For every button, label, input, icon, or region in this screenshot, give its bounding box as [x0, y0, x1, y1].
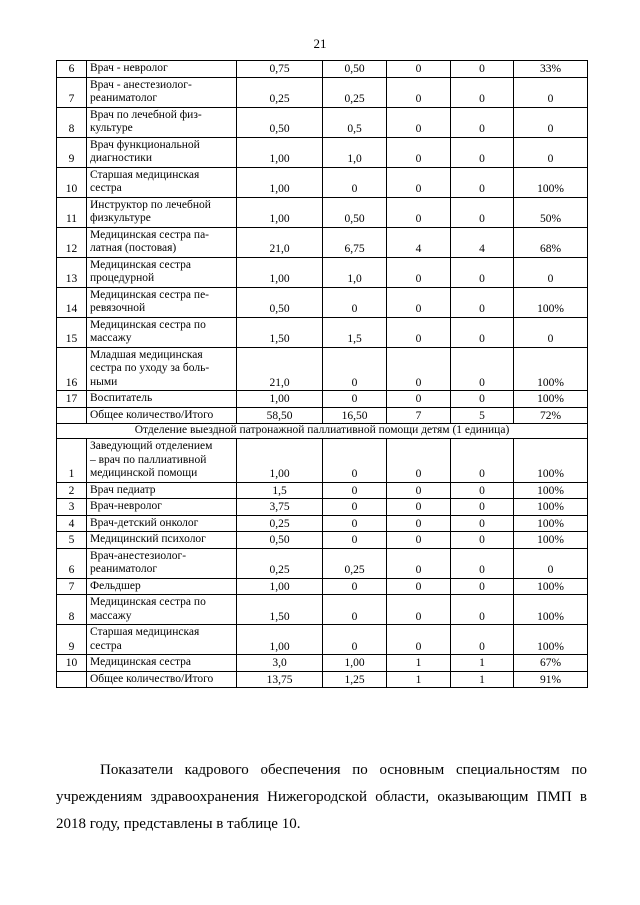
table-row [57, 287, 588, 317]
vacant-positions-cell: 0 [323, 532, 387, 549]
position-name-cell: Врач-детский онколог [87, 515, 237, 532]
staff-positions-cell: 1,50 [237, 595, 323, 625]
staffing-percent-cell: 67% [514, 655, 588, 672]
staffing-percent-cell: 0 [514, 137, 588, 167]
value-col4-cell: 0 [451, 499, 514, 516]
table-row [57, 227, 588, 257]
staffing-percent-cell: 0 [514, 317, 588, 347]
value-col4-cell: 0 [451, 578, 514, 595]
row-number-cell: 10 [57, 655, 87, 672]
vacant-positions-cell: 0 [323, 625, 387, 655]
value-col3-cell: 0 [387, 532, 451, 549]
staffing-percent-cell: 100% [514, 625, 588, 655]
staffing-percent-cell: 91% [514, 671, 588, 688]
row-number-cell: 6 [57, 61, 87, 78]
value-col3-cell: 0 [387, 439, 451, 483]
row-number-cell: 6 [57, 548, 87, 578]
staff-positions-cell: 0,25 [237, 548, 323, 578]
value-col4-cell: 0 [451, 532, 514, 549]
vacant-positions-cell: 0,25 [323, 77, 387, 107]
table-row [57, 482, 588, 499]
position-name-cell: Врач функциональной диагностики [87, 137, 237, 167]
body-paragraph: Показатели кадрового обеспечения по основным специальностям по учреждениям здравоохранения Нижегородской области, оказывающим ПМП в 2018 году, представлены в таблице 10. [56, 762, 587, 832]
staff-positions-cell: 3,0 [237, 655, 323, 672]
section-row [57, 424, 588, 439]
staffing-percent-cell: 33% [514, 61, 588, 78]
value-col3-cell: 4 [387, 227, 451, 257]
row-number-cell: 7 [57, 77, 87, 107]
value-col4-cell: 1 [451, 671, 514, 688]
row-number-cell: 4 [57, 515, 87, 532]
staff-positions-cell: 1,00 [237, 625, 323, 655]
staff-positions-cell: 0,50 [237, 287, 323, 317]
value-col3-cell: 1 [387, 671, 451, 688]
vacant-positions-cell: 0,25 [323, 548, 387, 578]
value-col4-cell: 5 [451, 407, 514, 424]
value-col3-cell: 0 [387, 548, 451, 578]
value-col4-cell: 0 [451, 287, 514, 317]
row-number-cell: 7 [57, 578, 87, 595]
value-col4-cell: 0 [451, 107, 514, 137]
staffing-percent-cell: 100% [514, 347, 588, 391]
vacant-positions-cell: 0 [323, 595, 387, 625]
vacant-positions-cell: 16,50 [323, 407, 387, 424]
vacant-positions-cell: 0 [323, 482, 387, 499]
table-row [57, 197, 588, 227]
vacant-positions-cell: 0 [323, 499, 387, 516]
row-number-cell: 15 [57, 317, 87, 347]
vacant-positions-cell: 0,50 [323, 197, 387, 227]
staffing-percent-cell: 100% [514, 287, 588, 317]
value-col3-cell: 0 [387, 625, 451, 655]
row-number-cell: 1 [57, 439, 87, 483]
table-row [57, 107, 588, 137]
value-col4-cell: 0 [451, 439, 514, 483]
staffing-percent-cell: 0 [514, 77, 588, 107]
position-name-cell: Медицинская сестра процедурной [87, 257, 237, 287]
row-number-cell: 14 [57, 287, 87, 317]
position-name-cell: Медицинская сестра по массажу [87, 595, 237, 625]
value-col3-cell: 0 [387, 595, 451, 625]
staffing-percent-cell: 50% [514, 197, 588, 227]
staffing-table [56, 60, 588, 688]
staff-positions-cell: 21,0 [237, 347, 323, 391]
position-name-cell: Врач - анестезиолог- реаниматолог [87, 77, 237, 107]
staff-positions-cell: 1,00 [237, 137, 323, 167]
position-name-cell: Фельдшер [87, 578, 237, 595]
row-number-cell: 9 [57, 625, 87, 655]
staff-positions-cell: 0,25 [237, 77, 323, 107]
staff-positions-cell: 0,75 [237, 61, 323, 78]
row-number-cell: 12 [57, 227, 87, 257]
value-col3-cell: 0 [387, 287, 451, 317]
value-col3-cell: 0 [387, 578, 451, 595]
value-col4-cell: 0 [451, 347, 514, 391]
value-col4-cell: 0 [451, 257, 514, 287]
value-col4-cell: 0 [451, 61, 514, 78]
row-number-cell: 8 [57, 107, 87, 137]
row-number-cell: 16 [57, 347, 87, 391]
value-col4-cell: 0 [451, 197, 514, 227]
table-row [57, 439, 588, 483]
value-col3-cell: 0 [387, 167, 451, 197]
vacant-positions-cell: 6,75 [323, 227, 387, 257]
staffing-percent-cell: 100% [514, 532, 588, 549]
table-row [57, 317, 588, 347]
vacant-positions-cell: 0 [323, 578, 387, 595]
row-number-cell: 9 [57, 137, 87, 167]
position-name-cell: Врач по лечебной физ- культуре [87, 107, 237, 137]
staffing-percent-cell: 100% [514, 439, 588, 483]
table-row [57, 61, 588, 78]
position-name-cell: Младшая медицинская сестра по уходу за боль- ными [87, 347, 237, 391]
position-name-cell: Врач педиатр [87, 482, 237, 499]
value-col3-cell: 0 [387, 515, 451, 532]
table-row [57, 671, 588, 688]
value-col3-cell: 7 [387, 407, 451, 424]
vacant-positions-cell: 1,00 [323, 655, 387, 672]
value-col3-cell: 0 [387, 61, 451, 78]
staff-positions-cell: 0,50 [237, 107, 323, 137]
position-name-cell: Старшая медицинская сестра [87, 167, 237, 197]
vacant-positions-cell: 1,0 [323, 137, 387, 167]
value-col3-cell: 0 [387, 77, 451, 107]
value-col4-cell: 0 [451, 317, 514, 347]
position-name-cell: Общее количество/Итого [87, 671, 237, 688]
value-col4-cell: 0 [451, 391, 514, 408]
vacant-positions-cell: 0 [323, 287, 387, 317]
table-row [57, 515, 588, 532]
table-row [57, 167, 588, 197]
staff-positions-cell: 1,00 [237, 197, 323, 227]
position-name-cell: Воспитатель [87, 391, 237, 408]
table-row [57, 499, 588, 516]
vacant-positions-cell: 0 [323, 439, 387, 483]
position-name-cell: Старшая медицинская сестра [87, 625, 237, 655]
value-col4-cell: 0 [451, 548, 514, 578]
table-row [57, 655, 588, 672]
table-row [57, 137, 588, 167]
staff-positions-cell: 1,00 [237, 391, 323, 408]
staff-positions-cell: 1,50 [237, 317, 323, 347]
position-name-cell: Медицинская сестра пе- ревязочной [87, 287, 237, 317]
staff-positions-cell: 0,25 [237, 515, 323, 532]
position-name-cell: Медицинская сестра [87, 655, 237, 672]
value-col4-cell: 1 [451, 655, 514, 672]
row-number-cell: 3 [57, 499, 87, 516]
value-col4-cell: 4 [451, 227, 514, 257]
value-col3-cell: 0 [387, 137, 451, 167]
position-name-cell: Заведующий отделением – врач по паллиативной медицинской помощи [87, 439, 237, 483]
staff-positions-cell: 1,00 [237, 439, 323, 483]
table-row [57, 532, 588, 549]
position-name-cell: Общее количество/Итого [87, 407, 237, 424]
vacant-positions-cell: 0,50 [323, 61, 387, 78]
position-name-cell: Медицинская сестра па- латная (постовая) [87, 227, 237, 257]
staffing-percent-cell: 0 [514, 548, 588, 578]
staff-positions-cell: 58,50 [237, 407, 323, 424]
table-row [57, 77, 588, 107]
staffing-percent-cell: 0 [514, 107, 588, 137]
staff-positions-cell: 3,75 [237, 499, 323, 516]
vacant-positions-cell: 1,25 [323, 671, 387, 688]
staffing-percent-cell: 72% [514, 407, 588, 424]
position-name-cell: Врач - невролог [87, 61, 237, 78]
value-col3-cell: 0 [387, 197, 451, 227]
table-row [57, 548, 588, 578]
vacant-positions-cell: 0 [323, 167, 387, 197]
staff-positions-cell: 1,00 [237, 578, 323, 595]
value-col4-cell: 0 [451, 77, 514, 107]
position-name-cell: Врач-невролог [87, 499, 237, 516]
staffing-percent-cell: 100% [514, 595, 588, 625]
row-number-cell: 10 [57, 167, 87, 197]
value-col3-cell: 0 [387, 107, 451, 137]
table-row [57, 347, 588, 391]
staff-positions-cell: 21,0 [237, 227, 323, 257]
row-number-cell: 8 [57, 595, 87, 625]
staffing-percent-cell: 100% [514, 391, 588, 408]
table-row [57, 625, 588, 655]
value-col4-cell: 0 [451, 482, 514, 499]
row-number-cell: 17 [57, 391, 87, 408]
row-number-cell: 2 [57, 482, 87, 499]
vacant-positions-cell: 0 [323, 347, 387, 391]
vacant-positions-cell: 1,0 [323, 257, 387, 287]
staffing-percent-cell: 100% [514, 499, 588, 516]
position-name-cell: Инструктор по лечебной физкультуре [87, 197, 237, 227]
staffing-percent-cell: 100% [514, 167, 588, 197]
table-row [57, 578, 588, 595]
staffing-percent-cell: 100% [514, 578, 588, 595]
staffing-percent-cell: 100% [514, 515, 588, 532]
row-number-cell: 11 [57, 197, 87, 227]
row-number-cell: 5 [57, 532, 87, 549]
staffing-percent-cell: 0 [514, 257, 588, 287]
table-row [57, 407, 588, 424]
value-col3-cell: 0 [387, 499, 451, 516]
value-col3-cell: 0 [387, 317, 451, 347]
value-col3-cell: 0 [387, 347, 451, 391]
vacant-positions-cell: 0 [323, 515, 387, 532]
table-row [57, 391, 588, 408]
staff-positions-cell: 1,5 [237, 482, 323, 499]
value-col3-cell: 0 [387, 391, 451, 408]
staffing-percent-cell: 68% [514, 227, 588, 257]
value-col4-cell: 0 [451, 167, 514, 197]
staff-positions-cell: 1,00 [237, 167, 323, 197]
position-name-cell: Врач-анестезиолог- реаниматолог [87, 548, 237, 578]
vacant-positions-cell: 0 [323, 391, 387, 408]
staff-positions-cell: 1,00 [237, 257, 323, 287]
section-title: Отделение выездной патронажной паллиативной помощи детям (1 единица) [57, 424, 588, 439]
value-col4-cell: 0 [451, 137, 514, 167]
page-number: 21 [313, 36, 327, 51]
value-col3-cell: 0 [387, 482, 451, 499]
staff-positions-cell: 0,50 [237, 532, 323, 549]
value-col4-cell: 0 [451, 515, 514, 532]
value-col3-cell: 0 [387, 257, 451, 287]
staffing-percent-cell: 100% [514, 482, 588, 499]
value-col3-cell: 1 [387, 655, 451, 672]
table-row [57, 257, 588, 287]
position-name-cell: Медицинский психолог [87, 532, 237, 549]
table-row [57, 595, 588, 625]
vacant-positions-cell: 1,5 [323, 317, 387, 347]
value-col4-cell: 0 [451, 595, 514, 625]
row-number-cell [57, 671, 87, 688]
row-number-cell: 13 [57, 257, 87, 287]
position-name-cell: Медицинская сестра по массажу [87, 317, 237, 347]
vacant-positions-cell: 0,5 [323, 107, 387, 137]
staff-positions-cell: 13,75 [237, 671, 323, 688]
value-col4-cell: 0 [451, 625, 514, 655]
row-number-cell [57, 407, 87, 424]
